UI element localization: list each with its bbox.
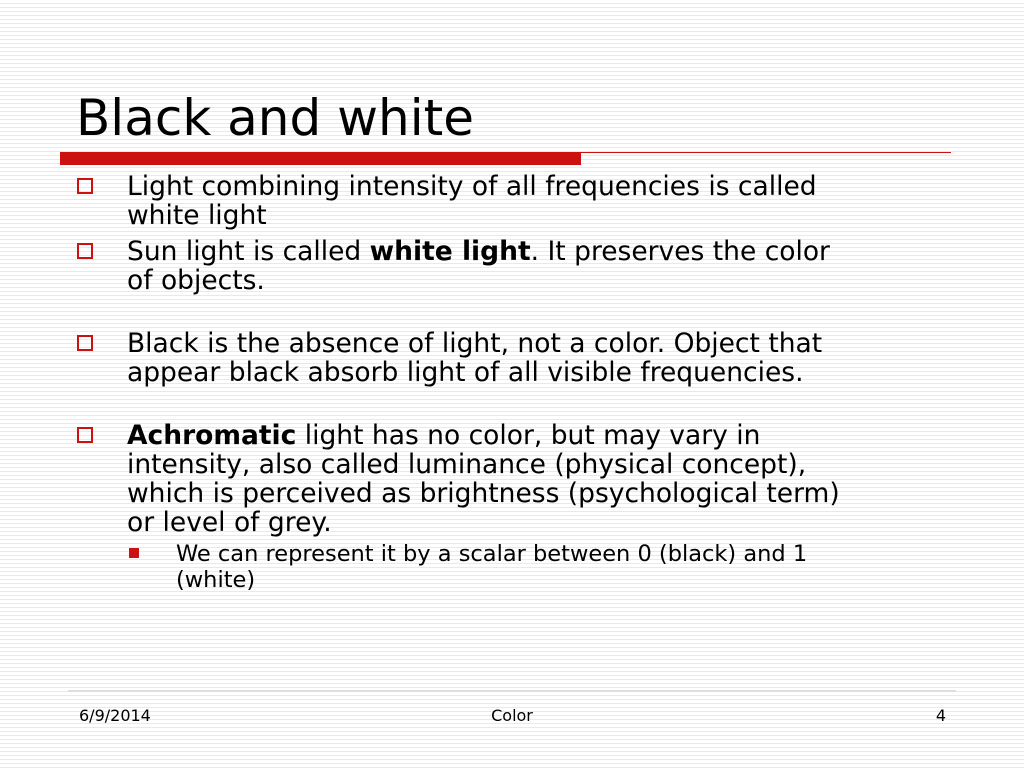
- bullet-line: which is perceived as brightness (psychological term): [127, 478, 840, 509]
- bullet-line: Light combining intensity of all frequencies is called: [127, 171, 817, 202]
- footer-date: 6/9/2014: [79, 706, 151, 725]
- bullet-black-absence: [76, 329, 956, 387]
- bullet-text: . It preserves the color: [530, 236, 830, 267]
- slide-title: Black and white: [76, 89, 474, 147]
- bullet-line: appear black absorb light of all visible frequencies.: [127, 357, 804, 388]
- bullet-line: Black is the absence of light, not a color. Object that: [127, 328, 823, 359]
- hollow-square-icon: [77, 243, 93, 259]
- bullet-line: or level of grey.: [127, 507, 332, 538]
- page-number: 4: [935, 706, 946, 725]
- sub-bullet-line: We can represent it by a scalar between 0 (black) and 1: [176, 541, 808, 567]
- sub-bullet-scalar: [76, 541, 956, 593]
- bullet-sun-light: [76, 237, 956, 295]
- hollow-square-icon: [77, 178, 93, 194]
- filled-square-icon: [129, 548, 139, 558]
- footer-rule: [68, 690, 956, 692]
- bullet-line: intensity, also called luminance (physical concept),: [127, 449, 807, 480]
- title-rule-thick: [60, 153, 581, 165]
- bullet-white-light-definition: [76, 172, 956, 230]
- bullet-achromatic: [76, 421, 956, 537]
- bullet-emphasis: white light: [369, 236, 531, 267]
- bullet-text: Sun light is called: [127, 236, 370, 267]
- bullet-line: white light: [127, 200, 267, 231]
- hollow-square-icon: [77, 335, 93, 351]
- bullet-emphasis: Achromatic: [127, 420, 297, 451]
- slide-content: [76, 172, 956, 593]
- bullet-line: of objects.: [127, 265, 265, 296]
- sub-bullet-line: (white): [176, 567, 256, 593]
- bullet-text: light has no color, but may vary in: [296, 420, 761, 451]
- bullet-line: [127, 237, 956, 266]
- footer-topic: Color: [491, 706, 533, 725]
- hollow-square-icon: [77, 427, 93, 443]
- bullet-line: [127, 421, 956, 450]
